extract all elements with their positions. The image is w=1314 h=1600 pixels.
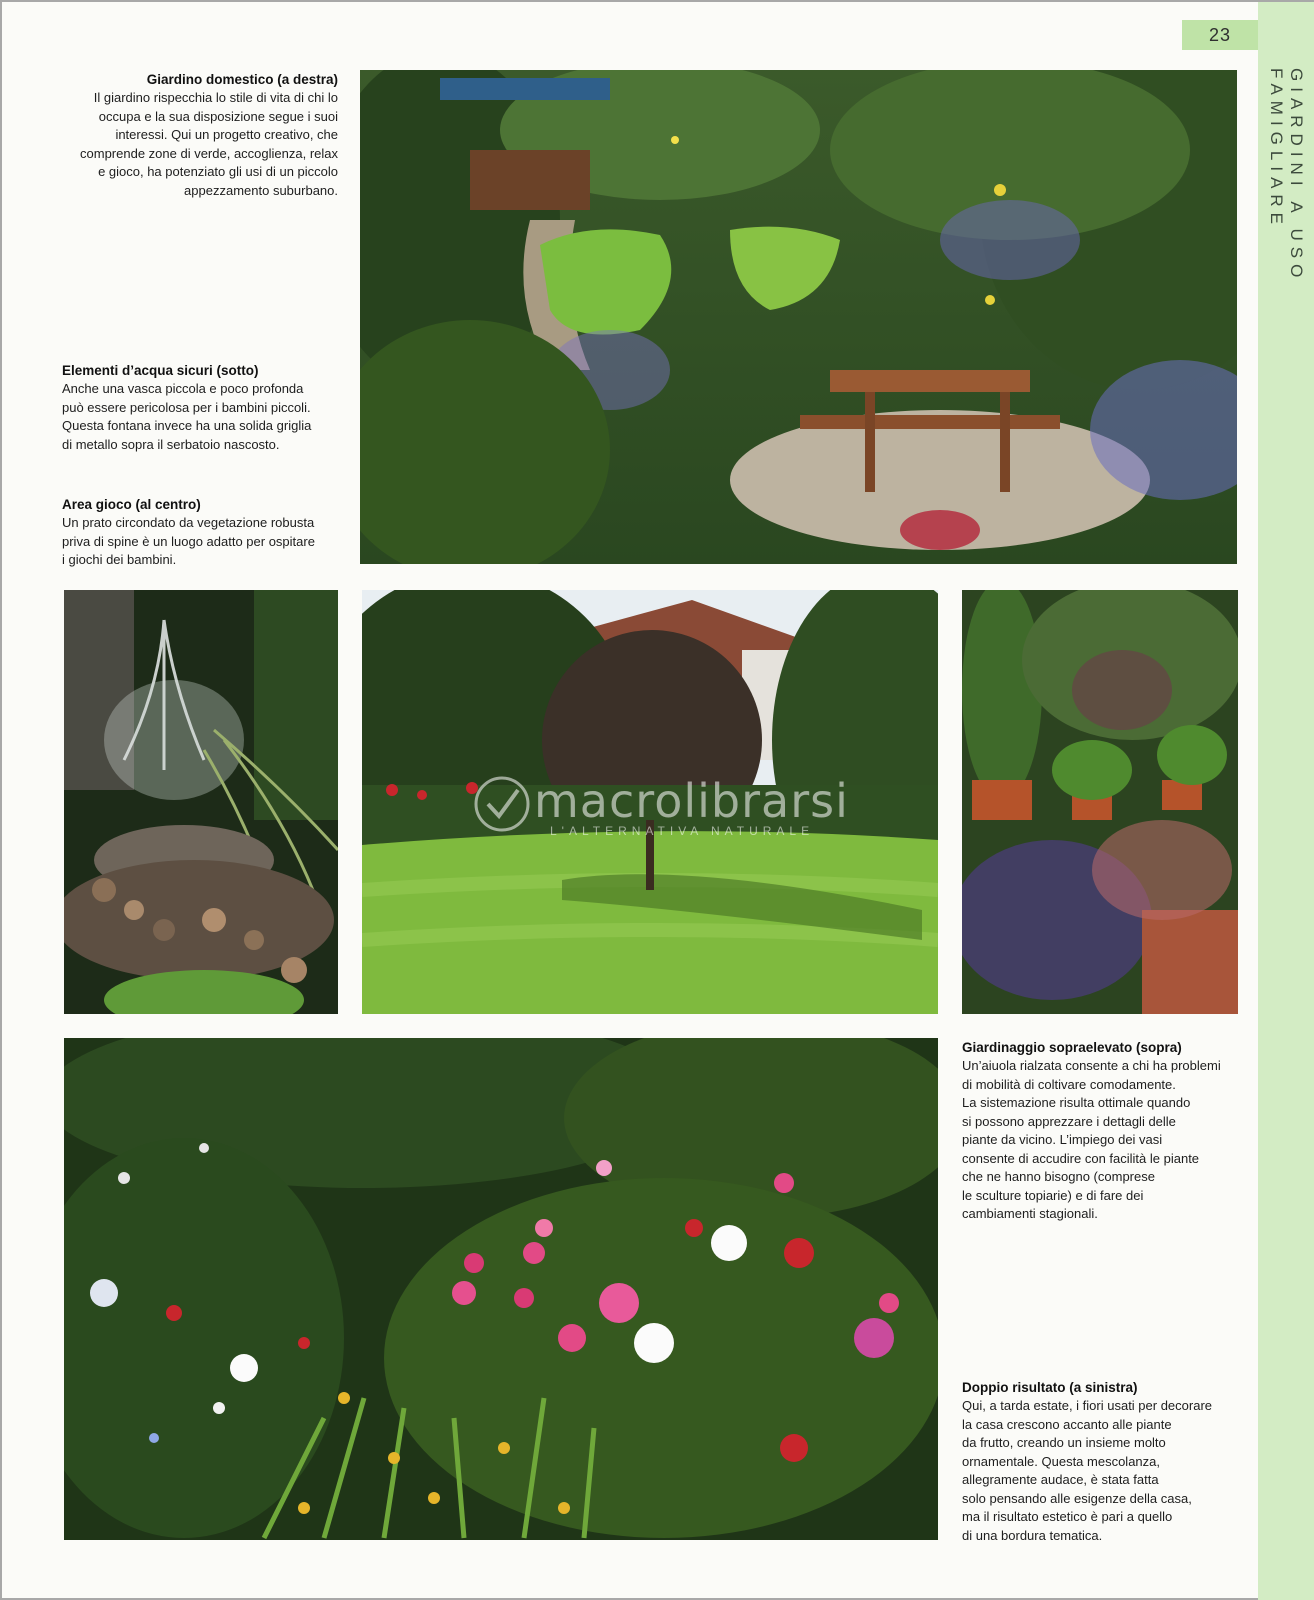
section-title: GIARDINI A USO FAMIGLIARE bbox=[1267, 68, 1306, 284]
caption-line: di mobilità di coltivare comodamente. bbox=[962, 1076, 1176, 1092]
photo-fountain bbox=[64, 590, 338, 1014]
caption-line: che ne hanno bisogno (comprese bbox=[962, 1169, 1155, 1184]
caption-water-features bbox=[62, 361, 352, 454]
caption-line: la casa crescono accanto alle piante bbox=[962, 1416, 1172, 1432]
caption-title: Elementi d’acqua sicuri (sotto) bbox=[62, 363, 259, 378]
caption-domestic-garden bbox=[58, 70, 338, 200]
caption-line: solo pensando alle esigenze della casa, bbox=[962, 1490, 1192, 1506]
caption-title: Giardino domestico (a destra) bbox=[146, 72, 338, 87]
watermark-brand: macrolibrarsi bbox=[534, 774, 849, 828]
caption-line: Un prato circondato da vegetazione robusta bbox=[62, 515, 315, 530]
caption-line: ornamentale. Questa mescolanza, bbox=[962, 1453, 1160, 1469]
caption-line: Questa fontana invece ha una solida griglia bbox=[62, 418, 312, 433]
caption-line: i giochi dei bambini. bbox=[62, 552, 177, 567]
caption-double-result bbox=[962, 1378, 1252, 1545]
caption-line: allegramente audace, è stata fatta bbox=[962, 1472, 1159, 1487]
caption-raised-gardening bbox=[962, 1038, 1252, 1224]
caption-line: può essere pericolosa per i bambini piccoli. bbox=[62, 399, 311, 415]
caption-line: interessi. Qui un progetto creativo, che bbox=[115, 127, 338, 142]
caption-line: e gioco, ha potenziato gli usi di un piccolo bbox=[98, 164, 338, 179]
caption-line: priva di spine è un luogo adatto per ospitare bbox=[62, 533, 315, 549]
caption-line: le sculture topiarie) e di fare dei bbox=[962, 1187, 1144, 1203]
caption-line: consente di accudire con facilità le piante bbox=[962, 1150, 1200, 1166]
photo-domestic-garden bbox=[360, 70, 1237, 564]
caption-line: da frutto, creando un insieme molto bbox=[962, 1435, 1166, 1450]
caption-line: Qui, a tarda estate, i fiori usati per decorare bbox=[962, 1398, 1213, 1413]
caption-line: Il giardino rispecchia lo stile di vita di chi lo bbox=[93, 90, 338, 105]
caption-line: La sistemazione risulta ottimale quando bbox=[962, 1095, 1191, 1110]
caption-line: di metallo sopra il serbatoio nascosto. bbox=[62, 436, 280, 452]
caption-line: cambiamenti stagionali. bbox=[962, 1206, 1098, 1221]
watermark-tagline: L'ALTERNATIVA NATURALE bbox=[550, 824, 815, 838]
caption-line: comprende zone di verde, accoglienza, relax bbox=[80, 145, 338, 161]
caption-title: Giardinaggio sopraelevato (sopra) bbox=[962, 1040, 1182, 1055]
caption-line: occupa e la sua disposizione segue i suoi bbox=[98, 108, 338, 124]
caption-play-area bbox=[62, 495, 352, 570]
caption-line: piante da vicino. L’impiego dei vasi bbox=[962, 1132, 1163, 1147]
caption-line: si possono apprezzare i dettagli delle bbox=[962, 1113, 1176, 1129]
caption-title: Doppio risultato (a sinistra) bbox=[962, 1380, 1138, 1395]
caption-line: di una bordura tematica. bbox=[962, 1527, 1103, 1543]
caption-line: appezzamento suburbano. bbox=[184, 182, 338, 198]
page-number: 23 bbox=[1182, 20, 1258, 50]
photo-lawn-play-area bbox=[362, 590, 938, 1014]
caption-line: ma il risultato estetico è pari a quello bbox=[962, 1509, 1173, 1524]
caption-title: Area gioco (al centro) bbox=[62, 497, 201, 512]
caption-line: Un’aiuola rialzata consente a chi ha problemi bbox=[962, 1058, 1221, 1073]
caption-line: Anche una vasca piccola e poco profonda bbox=[62, 381, 304, 396]
photo-raised-gardening bbox=[962, 590, 1238, 1014]
photo-flower-border bbox=[64, 1038, 938, 1540]
